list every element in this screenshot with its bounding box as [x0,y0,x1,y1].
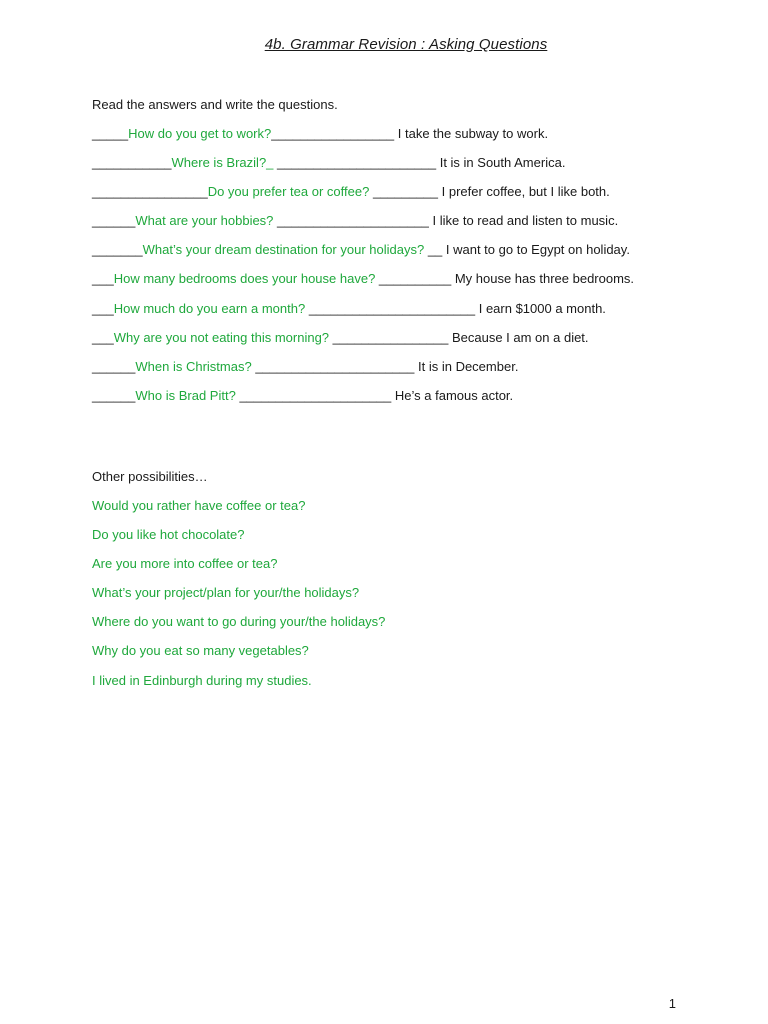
given-answer: It is in South America. [439,155,566,171]
alternative-question: Why do you eat so many vegetables? [92,643,309,659]
blank-trail: _______________________ [305,300,479,316]
given-answer: I take the subway to work. [397,126,549,141]
blank-lead: _______ [92,242,143,258]
given-answer: I want to go to Egypt on holiday. [445,242,630,258]
other-possibilities-heading: Other possibilities… [92,468,208,484]
alternative-question: Do you like hot chocolate? [92,527,245,543]
given-answer: He’s a famous actor. [394,387,514,403]
exercise-row [92,387,732,416]
written-question: When is Christmas? [135,358,252,374]
exercise-row [92,329,732,358]
blank-lead: ___ [92,300,114,316]
given-answer: Because I am on a diet. [451,329,589,345]
given-answer: My house has three bedrooms. [454,271,635,287]
given-answer: It is in December. [418,358,519,374]
blank-lead: ___________ [92,155,172,171]
blank-trail: ______________________ [251,358,418,374]
blank-trail: _________________ [271,126,398,141]
blank-trail: __________ [375,271,455,287]
alternative-question: What’s your project/plan for your/the holidays? [92,585,360,601]
blank-lead: ___ [92,271,114,287]
blank-lead: ______ [92,213,136,229]
alternatives-list [92,497,732,701]
blank-lead: ______ [92,358,136,374]
blank-lead: ______ [92,387,136,403]
blank-trail: __ [424,242,446,258]
blank-trail: ________________ [329,329,452,345]
exercise-list [92,125,732,416]
blank-lead: ___ [92,329,114,345]
exercise-row [92,300,732,329]
exercise-row [92,154,732,183]
alternative-question: I lived in Edinburgh during my studies. [92,672,312,688]
given-answer: I prefer coffee, but I like both. [441,184,610,200]
blank-trail: _________ [369,184,442,200]
worksheet-body [92,96,732,701]
instructions: Read the answers and write the questions. [92,97,338,112]
written-question: Where is Brazil?_ [171,155,274,171]
written-question: How do you get to work? [128,126,272,141]
written-question: Why are you not eating this morning? [113,329,330,345]
exercise-row [92,241,732,270]
written-question: What’s your dream destination for your holidays? [142,242,425,258]
blank-lead: _____ [92,126,129,141]
section-spacer [92,416,732,468]
alternative-question: Where do you want to go during your/the holidays? [92,614,386,630]
blank-trail: ______________________ [273,155,440,171]
given-answer: I like to read and listen to music. [432,213,619,229]
written-question: Who is Brad Pitt? [135,387,236,403]
blank-trail: _____________________ [273,213,433,229]
exercise-row [92,183,732,212]
given-answer: I earn $1000 a month. [478,300,606,316]
page-number: 1 [668,996,676,1011]
written-question: Do you prefer tea or coffee? [207,184,370,200]
alternative-question: Are you more into coffee or tea? [92,556,278,572]
exercise-row [92,212,732,241]
page-title: 4b. Grammar Revision : Asking Questions [264,36,548,53]
written-question: How much do you earn a month? [113,300,306,316]
exercise-row [92,125,732,154]
alternative-question: Would you rather have coffee or tea? [92,497,306,513]
exercise-row [92,358,732,387]
exercise-row [92,270,732,299]
written-question: How many bedrooms does your house have? [113,271,376,287]
blank-lead: ________________ [92,184,208,200]
blank-trail: _____________________ [235,387,395,403]
written-question: What are your hobbies? [135,213,274,229]
